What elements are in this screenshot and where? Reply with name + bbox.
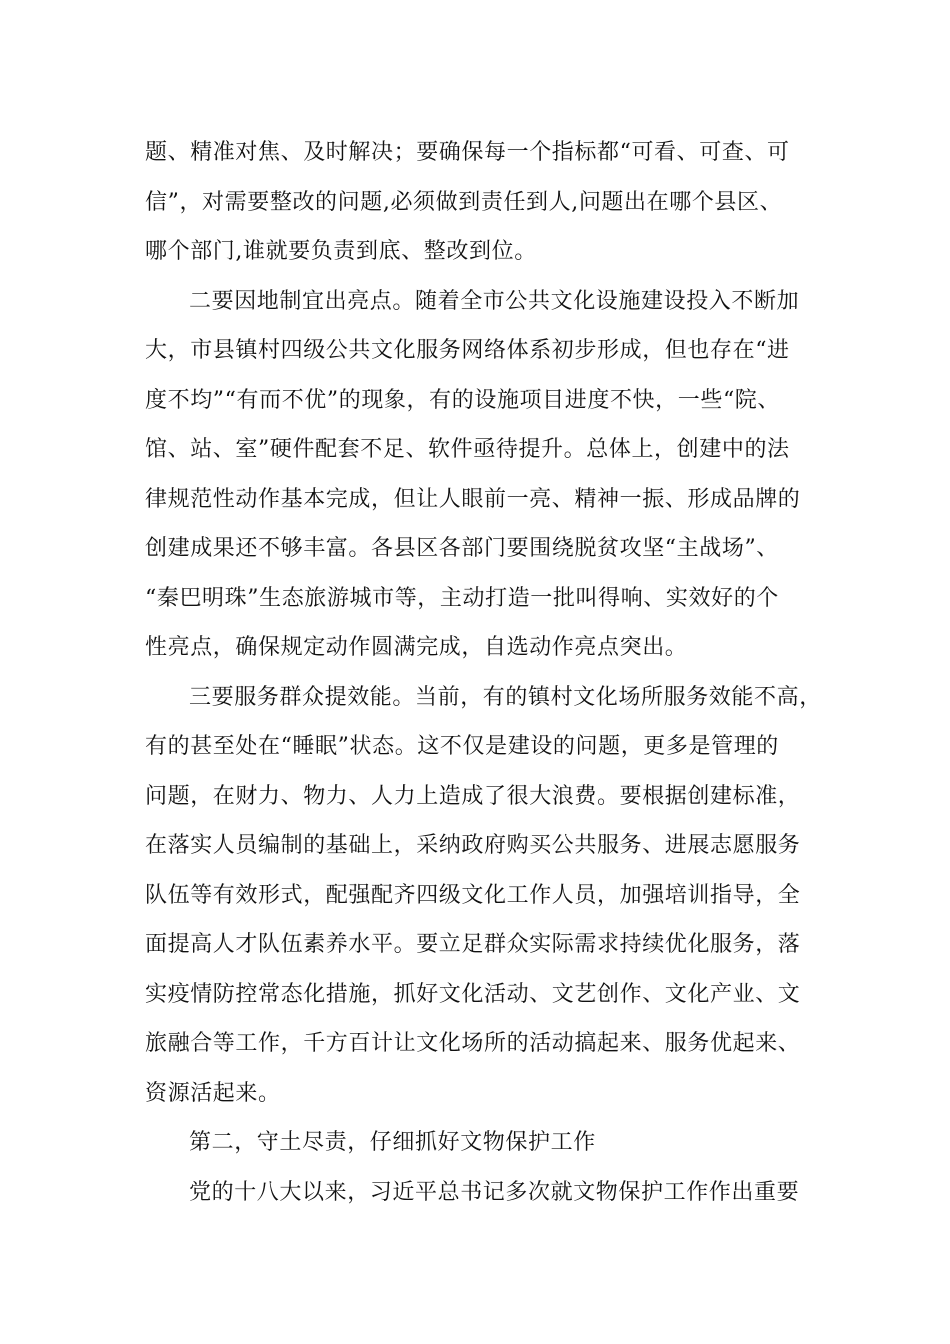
text-line: 信”，对需要整改的问题,必须做到责任到人,问题出在哪个县区、 [145, 189, 783, 215]
paragraph-service-efficiency [145, 673, 822, 1119]
text-line: 三要服务群众提效能。当前，有的镇村文化场所服务效能不高， [189, 684, 822, 710]
text-line: 在落实人员编制的基础上，采纳政府购买公共服务、进展志愿服务 [145, 833, 801, 858]
document-body [145, 128, 822, 1217]
text-line: 律规范性动作基本完成，但让人眼前一亮、精神一振、形成品牌的 [145, 486, 801, 512]
text-line: 哪个部门,谁就要负责到底、整改到位。 [145, 239, 537, 264]
text-line: 党的十八大以来，习近平总书记多次就文物保护工作作出重要 [189, 1179, 800, 1205]
text-line: 面提高人才队伍素养水平。要立足群众实际需求持续优化服务，落 [145, 932, 801, 957]
text-line: 题、精准对焦、及时解决；要确保每一个指标都“可看、可查、可 [145, 140, 790, 165]
text-line: 馆、站、室”硬件配套不足、软件亟待提升。总体上，创建中的法 [145, 437, 790, 462]
paragraph-highlights [145, 277, 815, 673]
text-line: 二要因地制宜出亮点。随着全市公共文化设施建设投入不断加 [189, 288, 800, 314]
text-line: “秦巴明珠”生态旅游城市等，主动打造一批叫得响、实效好的个 [145, 585, 779, 611]
text-line: 问题，在财力、物力、人力上造成了很大浪费。要根据创建标准， [145, 783, 801, 809]
text-line: 队伍等有效形式，配强配齐四级文化工作人员，加强培训指导，全 [145, 882, 801, 908]
text-line: 创建成果还不够丰富。各县区各部门要围绕脱贫攻坚“主战场”、 [145, 536, 779, 561]
text-line: 大，市县镇村四级公共文化服务网络体系初步形成，但也存在“进 [145, 338, 790, 363]
paragraph-continuation [145, 128, 815, 277]
text-line: 旅融合等工作，千方百计让文化场所的活动搞起来、服务优起来、 [145, 1031, 801, 1056]
paragraph-relics-intro [145, 1168, 815, 1218]
text-line: 实疫情防控常态化措施，抓好文化活动、文艺创作、文化产业、文 [145, 981, 801, 1007]
text-line: 第二，守土尽责，仔细抓好文物保护工作 [189, 1130, 596, 1155]
text-line: 资源活起来。 [145, 1080, 281, 1106]
text-line: 度不均”“有而不优”的现象，有的设施项目进度不快，一些“院、 [145, 387, 780, 413]
section-heading [145, 1118, 815, 1168]
text-line: 性亮点，确保规定动作圆满完成，自选动作亮点突出。 [145, 635, 688, 660]
text-line: 有的甚至处在“睡眠”状态。这不仅是建设的问题，更多是管理的 [145, 734, 779, 759]
